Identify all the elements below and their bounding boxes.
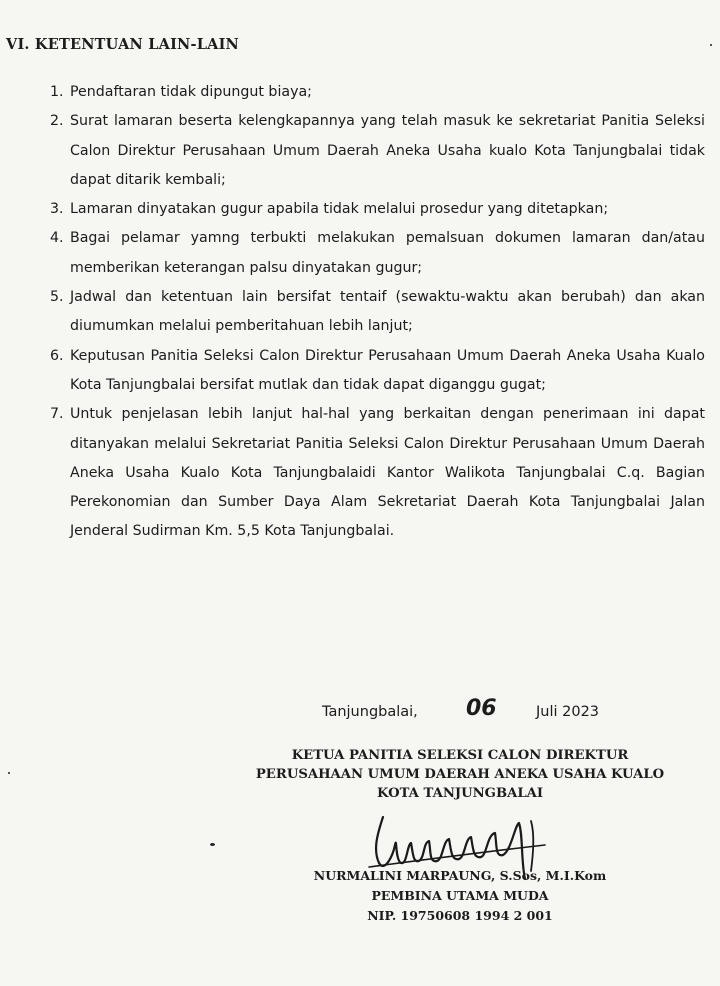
place-date [322, 696, 600, 721]
signing-month-year: Juli 2023 [536, 704, 600, 720]
list-item [50, 78, 705, 107]
item-text: Bagai pelamar yamng terbukti melakukan pemalsuan dokumen lamaran dan/atau memberikan keterangan palsu dinyatakan gugur; [70, 230, 705, 276]
provisions-list [50, 78, 705, 547]
list-item [50, 283, 705, 342]
ink-speck [710, 44, 712, 46]
signatory-title-line-1: KETUA PANITIA SELEKSI CALON DIREKTUR [291, 748, 629, 763]
item-text: Pendaftaran tidak dipungut biaya; [70, 84, 312, 100]
list-item [50, 195, 705, 224]
item-number: 5. [50, 289, 64, 306]
signing-day: 06 [466, 696, 497, 721]
list-item [50, 342, 705, 401]
list-item [50, 224, 705, 283]
item-text: Surat lamaran beserta kelengkapannya yang telah masuk ke sekretariat Panitia Seleksi Calon Direktur Perusahaan Umum Daerah Aneka Usaha kualo Kota Tanjungbalai tidak dapat ditarik kembali; [70, 113, 705, 188]
item-number: 7. [50, 406, 64, 423]
item-text: Lamaran dinyatakan gugur apabila tidak melalui prosedur yang ditetapkan; [70, 201, 609, 218]
item-number: 1. [50, 84, 64, 100]
item-text: Keputusan Panitia Seleksi Calon Direktur Perusahaan Umum Daerah Aneka Usaha Kualo Kota Tanjungbalai bersifat mutlak dan tidak dapat diganggu gugat; [70, 347, 705, 393]
list-item [50, 107, 705, 195]
signatory-title-line-2: PERUSAHAAN UMUM DAERAH ANEKA USAHA KUALO [255, 767, 665, 782]
item-number: 3. [50, 201, 64, 218]
item-number: 4. [50, 230, 64, 247]
item-number: 2. [50, 113, 64, 130]
ink-speck [210, 843, 215, 846]
signing-place: Tanjungbalai, [322, 704, 418, 720]
signatory-name: NURMALINI MARPAUNG, S.Sos, M.I.Kom [313, 868, 607, 883]
item-text: Jadwal dan ketentuan lain bersifat tentaif (sewaktu-waktu akan berubah) dan akan diumumkan melalui pemberitahuan lebih lanjut; [70, 289, 705, 335]
item-text: Untuk penjelasan lebih lanjut hal-hal yang berkaitan dengan penerimaan ini dapat ditanyakan melalui Sekretariat Panitia Seleksi Calon Direktur Perusahaan Umum Daerah Aneka Usaha Kualo Kota Tanjungbalaidi Kantor Walikota Tanjungbalai C.q. Bagian Perekonomian dan Sumber Daya Alam Sekretariat Daerah Kota Tanjungbalai Jalan Jenderal Sudirman Km. 5,5 Kota Tanjungbalai. [70, 406, 705, 540]
signatory-rank: PEMBINA UTAMA MUDA [371, 888, 549, 903]
signatory-title-line-3: KOTA TANJUNGBALAI [377, 786, 543, 801]
list-item [50, 400, 705, 546]
section-title: VI. KETENTUAN LAIN-LAIN [6, 36, 240, 53]
ink-speck [8, 772, 10, 774]
signatory-nip: NIP. 19750608 1994 2 001 [367, 908, 553, 923]
item-number: 6. [50, 347, 64, 364]
